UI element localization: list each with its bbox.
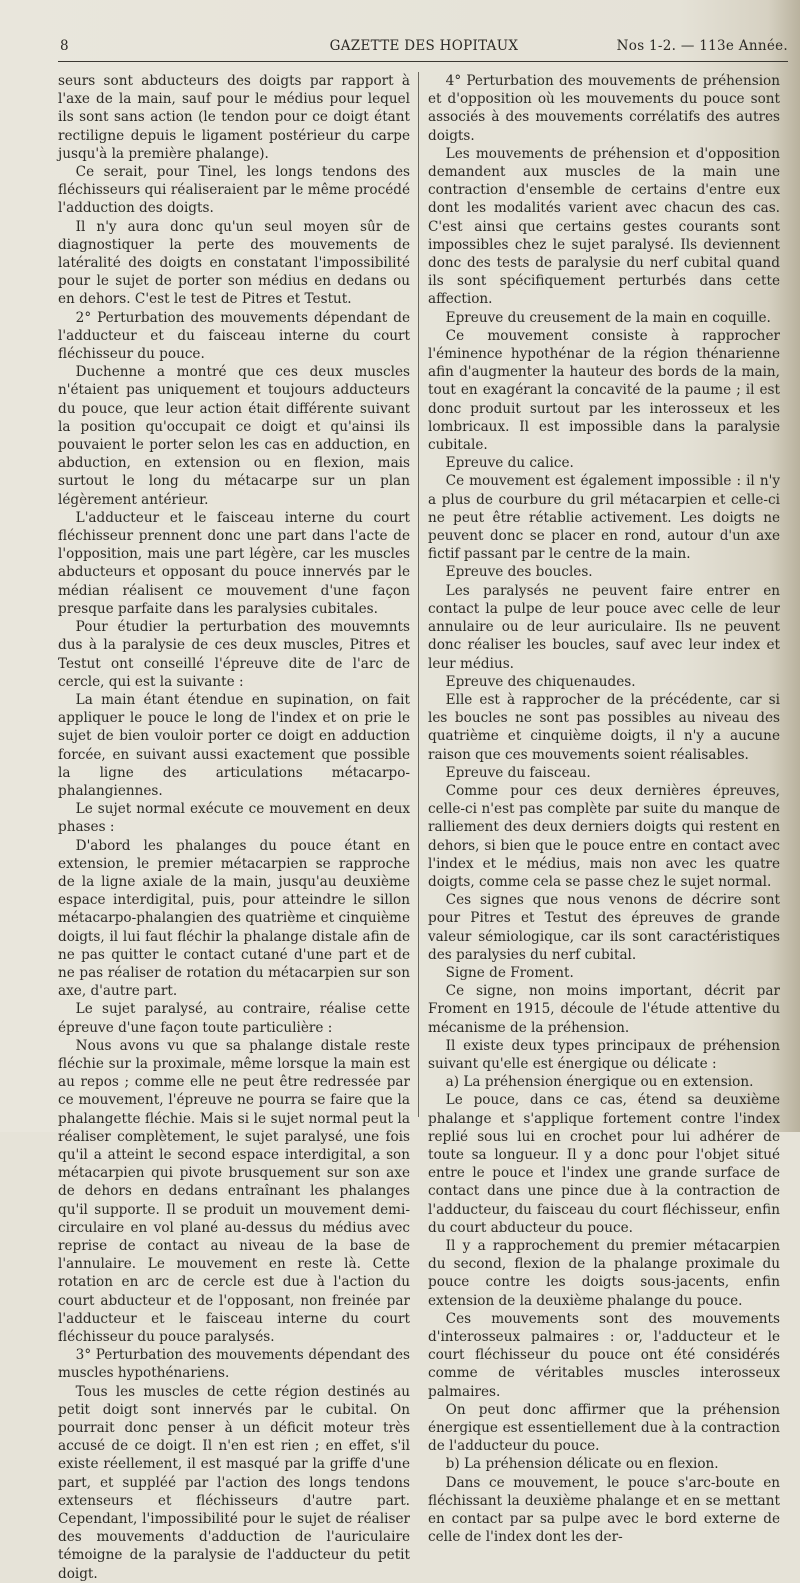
paragraph: Dans ce mouvement, le pouce s'arc-boute en fléchissant la deuxième phalange et en se mettant en contact par sa pulpe avec le bord externe de celle de l'index dont les der- [428,1474,780,1546]
subsection-title: a) La préhension énergique ou en extension. [445,1074,754,1091]
left-column [58,72,410,1583]
paragraph: seurs sont abducteurs des doigts par rapport à l'axe de la main, sauf pour le médius pour lequel ils sont sans action (le tendon pour ce doigt étant rectiligne depuis le ligament postérieur du carpe jusqu'à la première phalange). [58,73,410,162]
paragraph: Le pouce, dans ce cas, étend sa deuxième phalange et s'applique fortement contre l'index replié sous lui en crochet pour lui adhérer de toute sa longueur. Il y a donc pour l'objet situé entre le pouce et l'index une grande surface de contact dans une pince due à la contraction de l'adducteur, du faisceau du court fléchisseur, enfin du court abducteur du pouce. [428,1092,780,1236]
paragraph: Comme pour ces deux dernières épreuves, celle-ci n'est pas complète par suite du manque de ralliement des deux derniers doigts qui restent en dehors, si bien que le pouce entre en contact avec l'index et le médius, mais non avec les quatre doigts, comme cela se passe chez le sujet normal. [428,782,780,890]
paragraph: Ce serait, pour Tinel, les longs tendons des fléchisseurs qui réaliseraient par le même procédé l'adduction des doigts. [58,164,410,217]
section-heading: 4° Perturbation des mouvements de préhension et d'opposition où les mouvements du pouce sont associés à des mouvements corrélatifs des autres doigts. [428,73,780,144]
header-rule [58,61,788,62]
paragraph: L'adducteur et le faisceau interne du court fléchisseur prennent donc une part dans l'acte de l'opposition, mais une part légère, car les muscles abducteurs et opposant du pouce innervés par le médian réalisent ce mouvement d'une façon presque parfaite dans les paralysies cubitales. [58,509,410,617]
paragraph: Tous les muscles de cette région destinés au petit doigt sont innervés par le cubital. On pourrait donc penser à un déficit moteur très accusé de ce doigt. Il n'en est rien ; en effet, s'il existe réellement, il est masqué par la griffe d'une part, et suppléé par l'action des longs tendons extenseurs et fléchisseurs d'autre part. Cependant, l'impossibilité pour le sujet de réaliser des mouvements d'adduction de l'auriculaire témoigne de la paralysie de l'adducteur du petit doigt. [58,1383,410,1582]
column-divider [418,72,419,1117]
journal-title: GAZETTE DES HOPITAUX [329,38,519,54]
paragraph: Il n'y aura donc qu'un seul moyen sûr de diagnostiquer la perte des mouvements de latéralité des doigts en constatant l'impossibilité pour le sujet de porter son médius en dedans ou en dehors. C'est le test de Pitres et Testut. [58,218,410,308]
test-title: Epreuve du calice. [445,455,574,472]
subsection-title: b) La préhension délicate ou en flexion. [445,1456,719,1473]
paragraph: La main étant étendue en supination, on fait appliquer le pouce le long de l'index et on prie le sujet de bien vouloir porter ce doigt en adduction forcée, en suivant aussi exactement que possible la ligne des articulations métacarpo-phalangiennes. [58,691,410,799]
issue-info: Nos 1-2. — 113e Année. [616,38,788,54]
paragraph: On peut donc affirmer que la préhension énergique est essentiellement due à la contraction de l'adducteur du pouce. [428,1401,780,1455]
paragraph: Les paralysés ne peuvent faire entrer en contact la pulpe de leur pouce avec celle de leur annulaire ou de leur auriculaire. Ils ne peuvent donc réaliser les boucles, sauf avec leur index et leur médius. [428,582,780,672]
paragraph: Pour étudier la perturbation des mouvemnts dus à la paralysie de ces deux muscles, Pitres et Testut ont conseillé l'épreuve dite de l'arc de cercle, qui est la suivante : [58,619,410,690]
paragraph: Ces mouvements sont des mouvements d'interosseux palmaires : or, l'adducteur et le court fléchisseur du pouce ont été considérés comme de véritables muscles interosseux palmaires. [428,1310,780,1400]
paragraph: Ce mouvement consiste à rapprocher l'éminence hypothénar de la région thénarienne afin d'augmenter la hauteur des bords de la main, tout en exagérant la concavité de la paume ; il est donc produit surtout par les interosseux et les lombricaux. Il est impossible dans la paralysie cubitale. [428,327,780,454]
test-title: Epreuve du faisceau. [445,764,591,781]
test-title: Signe de Froment. [445,964,574,981]
test-title: Epreuve du creusement de la main en coquille. [445,309,771,326]
paragraph: Ce signe, non moins important, décrit par Froment en 1915, découle de l'étude attentive du mécanisme de la préhension. [428,983,780,1036]
test-title: Epreuve des chiquenaudes. [445,673,636,690]
paragraph: Nous avons vu que sa phalange distale reste fléchie sur la proximale, même lorsque la main est au repos ; comme elle ne peut être redressée par ce mouvement, l'épreuve ne pourra se faire que la phalangette fléchie. Mais si le sujet normal peut la réaliser complètement, le sujet paralysé, une fois qu'il a atteint le second espace interdigital, a son métacarpien qui pivote brusquement sur son axe de dehors en dedans entraînant les phalanges qu'il supporte. Il se produit un mouvement demi-circulaire en vol plané au-dessus du médius avec reprise de contact au niveau de la base de l'annulaire. Le mouvement en reste là. Cette rotation en arc de cercle est due à l'action du court abducteur et de l'opposant, non freinée par l'adducteur et le faisceau interne du court fléchisseur du pouce paralysés. [58,1037,410,1346]
page-header [60,38,788,58]
paragraph: Elle est à rapprocher de la précédente, car si les boucles ne sont pas possibles au niveau des quatrième et cinquième doigts, il n'y a aucune raison que ces mouvements soient réalisables. [428,691,780,763]
right-column [428,72,780,1546]
paragraph: Ces signes que nous venons de décrire sont pour Pitres et Testut des épreuves de grande valeur sémiologique, car ils sont caractéristiques des paralysies du nerf cubital. [428,892,780,963]
paragraph: D'abord les phalanges du pouce étant en extension, le premier métacarpien se rapproche de la ligne axiale de la main, jusqu'au deuxième espace interdigital, puis, pour atteindre le sillon métacarpo-phalangien des quatrième et cinquième doigts, il lui faut fléchir la phalange distale afin de ne pas quitter le contact cutané d'une part et de ne pas réaliser de rotation du métacarpien sur son axe, d'autre part. [58,837,410,1000]
section-heading: 2° Perturbation des mouvements dépendant de l'adducteur et du faisceau interne du court fléchisseur du pouce. [58,309,410,363]
paragraph: Le sujet normal exécute ce mouvement en deux phases : [58,801,410,836]
paragraph: Il y a rapprochement du premier métacarpien du second, flexion de la phalange proximale du pouce contre les doigts sous-jacents, enfin extension de la deuxième phalange du pouce. [428,1238,780,1309]
paragraph: Duchenne a montré que ces deux muscles n'étaient pas uniquement et toujours adducteurs du pouce, que leur action était différente suivant la position qu'occupait ce doigt et qu'ainsi ils pouvaient le porter selon les cas en adduction, en abduction, en extension ou en flexion, mais surtout le long du métacarpe sur un plan légèrement antérieur. [58,364,410,508]
paragraph: Il existe deux types principaux de préhension suivant qu'elle est énergique ou délicate : [428,1037,780,1072]
page-number: 8 [60,38,69,54]
paragraph: Ce mouvement est également impossible : il n'y a plus de courbure du gril métacarpien et celle-ci ne peut être rétablie activement. Les doigts ne peuvent donc se placer en rond, autour d'un axe fictif passant par le centre de la main. [428,473,780,563]
paragraph: Les mouvements de préhension et d'opposition demandent aux muscles de la main une contraction d'ensemble de certains d'entre eux dont les modalités varient avec chacun des cas. C'est ainsi que certains gestes courants sont impossibles chez le sujet paralysé. Ils deviennent donc des tests de paralysie du nerf cubital quand ils sont spécifiquement perturbés dans cette affection. [428,145,780,308]
test-title: Epreuve des boucles. [445,564,593,581]
section-heading: 3° Perturbation des mouvements dépendant des muscles hypothénariens. [58,1347,410,1382]
paragraph: Le sujet paralysé, au contraire, réalise cette épreuve d'une façon toute particulière : [58,1001,410,1036]
